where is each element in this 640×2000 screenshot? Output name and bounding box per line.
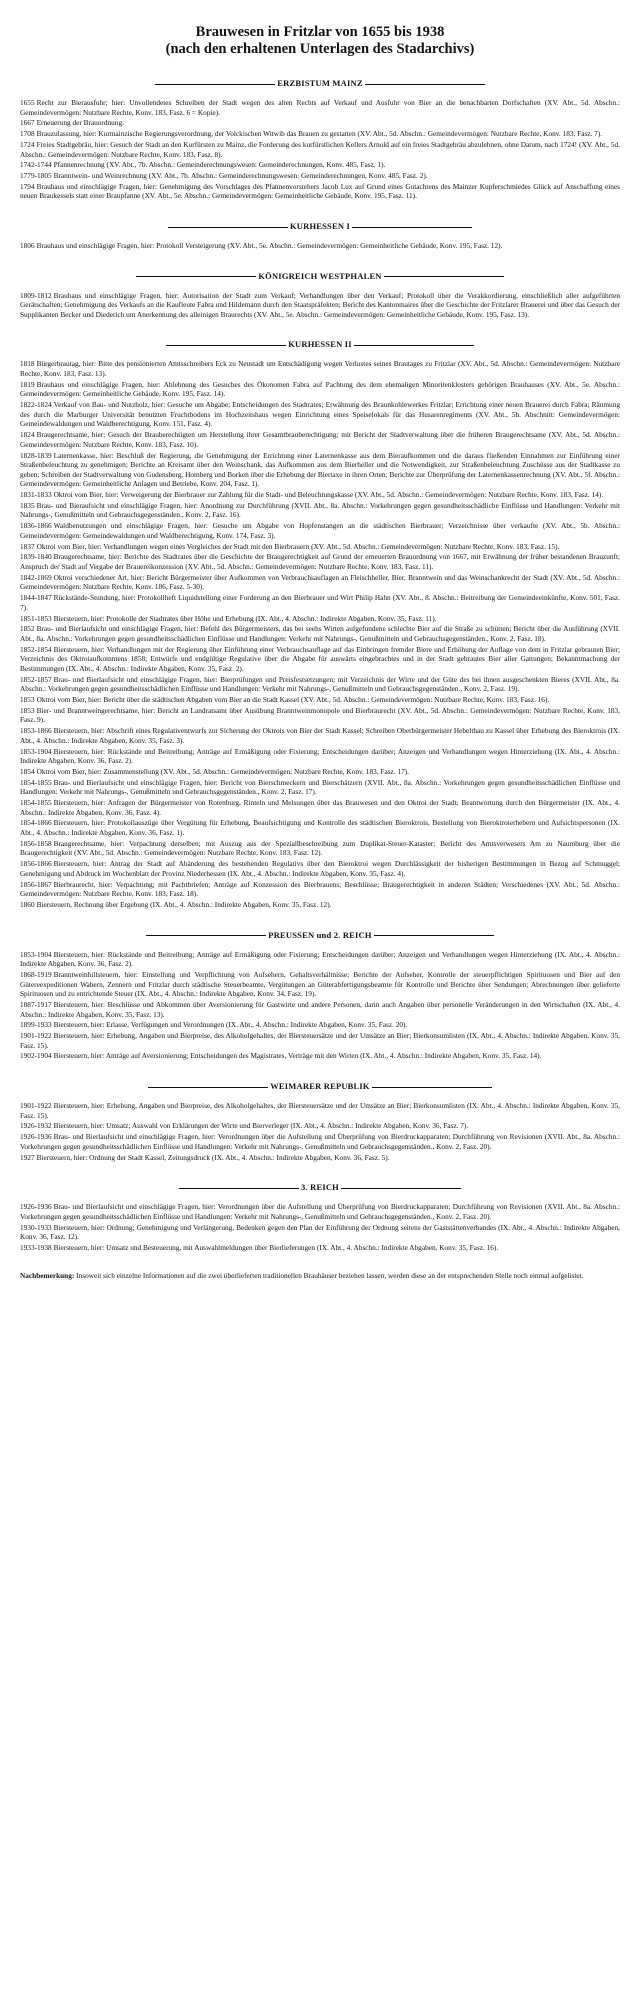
archive-entry <box>20 778 620 797</box>
entry-year: 1901-1922 <box>20 1031 52 1041</box>
entry-text: Biersteuern, hier: Rückstände und Beitreibung; Anträge auf Ermäßigung oder Fixierung; Entscheidungen darüber; Anzeigen und Verhandlungen wegen Hinterziehung (IX. Abt., 4. Abschn.: Indirekte Abgaben, Konv. 36, Fasz. 2). <box>20 949 620 969</box>
entry-text: Brauhaus und einschlägige Fragen, hier: Autorisation der Stadt zum Verkauf; Verhandlungen über den Verkauf; Protokoll über die Verakkordierung, einschließlich aller aufgeführten Gerätschaften; Genehmigung des Verkaufs an die Kaufleute Fabra und Hildemann durch den Staatspräfekten; Bericht des Kantonmaires über die Geschichte der Fritzlarer Brauerei und über das Gesuch der Supplikanten Becker und Diederich um Anerkennung des alleinigen Braurechts (XV. Abt., 5e. Abschn.: Gemeindevermögen: Gemeinheitliche Gebäude, Konv. 195, Fasz. 13). <box>20 290 620 319</box>
separator-line <box>155 84 275 85</box>
entry-year: 1818 <box>20 359 35 369</box>
separator-line <box>136 276 256 277</box>
section-header <box>20 78 620 88</box>
entry-text: Brau- und Bierlaufsicht und einschlägige Fragen, hier: Befehl des Bürgermeisters, das bei seehs Wirten aufgefundene schlechte Bier auf die Straße zu schütten; Bericht über die Ausführung (XVII. Abt., 8a. Abschn.: Vorkehrungen gegen gesundheitsschädlichen Einflüsse und Handlungen: Verkehr mit Nahrungs-, Genußmitteln und Gebrauchsgegenständen., Konv. 2, Fasz. 18). <box>20 624 620 643</box>
archive-entry <box>20 1132 620 1151</box>
archive-entry <box>20 614 620 624</box>
footnote-text: Insoweit sich einzelne Informationen auf die zwei überlieferten traditionellen Brauhäuser beziehen lassen, werden diese an der entsprechenden Stelle noch einmal aufgelistet. <box>76 1270 584 1280</box>
entry-text: Oktroi vom Bier, hier: Verhandlungen wegen eines Vergleiches der Stadt mit den Bierbrauern (XV. Abt., 5d. Abschn.: Gemeindevermögen: Nutzbare Rechte, Konv. 183, Fasz. 15). <box>36 541 560 551</box>
archive-entry <box>20 593 620 612</box>
entry-year: 1853-1904 <box>20 949 52 959</box>
entry-text: Brauhaus und einschlägige Fragen, hier: Protokoll Versteigerung (XV. Abt., 5e. Abschn.: Gemeindevermögen: Gemeinheitliche Gebäude, Konv. 195, Fasz. 12). <box>36 241 503 251</box>
section-header <box>20 1182 620 1192</box>
entry-text: Bier- und Branntweingerechtsame, hier: Bericht an Landratsamt über Ausübung Branntweinmonopole und Bierbraurecht (XV. Abt., 5d. Abschn.: Gemeindevermögen: Nutzbare Rechte, Konv. 183, Fasz. 9). <box>20 705 620 725</box>
entry-year: 1844-1847 <box>20 593 52 603</box>
entry-text: Bürgerbrautag, hier: Bitte des pensionierten Amtsschreibers Eck zu Neustadt um Entschädigung wegen Verlustes seines Brautages zu Fritzlar (XV. Abt., 5d. Abschn.: Gemeindevermögen: Nutzbare Rechte, Konv. 183, Fasz. 13). <box>20 359 620 379</box>
section-header <box>20 1081 620 1091</box>
entry-text: Brauhaus und einschlägige Fragen, hier: Ablehnung des Gesuches des Ökonomen Fabra auf Pachtung des dem ehemaligen Minoritenklosters gehörigen Brauhauses (XV. Abt., 5e. Abschn.: Gemeindevermögen: Gemeinheitliche Gebäude, Konv. 195, Fasz. 14). <box>20 379 620 399</box>
entry-text: Oktroi vom Bier, hier: Zusammenstellung (XV. Abt., 5d. Abschn.: Gemeindevermögen: Nutzbare Rechte, Konv. 183, Fasz. 17). <box>36 766 409 776</box>
separator-line <box>166 345 286 346</box>
document-page <box>20 0 620 1280</box>
entry-year: 1742-1744 <box>20 160 52 170</box>
entry-year: 1930-1933 <box>20 1222 52 1232</box>
entry-year: 1852-1857 <box>20 674 52 684</box>
archive-entry <box>20 675 620 694</box>
entry-text: Biersteuern, hier: Umsatz; Auswahl von Erklärungen der Wirte und Bierverleger (IX. Abt., 4. Abschn.: Indirekte Abgaben, Konv. 36, Fasz. 7). <box>53 1121 469 1131</box>
separator-line <box>148 1087 268 1088</box>
entry-year: 1828-1839 <box>20 450 52 460</box>
archive-entry <box>20 859 620 878</box>
entry-year: 1806 <box>20 241 35 251</box>
entry-text: Biersteuern, hier: Antrag der Stadt auf Abänderung des bestehenden Regulativs über den Bieroktroi wegen Durchlässigkeit der bisherigen Bestimmungen in Bezug auf Schmuggel; Genehmigung und Abdruck im Wochenblatt der Provinz Niederhessen (IX. Abt., 4. Abschn.: Indirekte Abgaben, Konv. 35, Fasz. 4). <box>20 859 620 878</box>
entry-year: 1779-1805 <box>20 171 52 181</box>
entry-year: 1933-1938 <box>20 1242 52 1252</box>
entry-year: 1927 <box>20 1152 35 1162</box>
entry-text: Brau- und Bierlaufsicht und einschlägige Fragen, hier: Bericht von Bierschmeckern und Bierschätzern (XVII. Abt., 8a. Abschn.: Vorkehrungen gegen gesundheitsschädlichen Einflüsse und Handlungen: Verkehr mit Nahrungs-, Genußmitteln und Gebrauchsgegenständen., Konv. 2, Fasz. 17). <box>20 777 620 797</box>
footnote <box>20 1271 620 1281</box>
archive-entry <box>20 380 620 399</box>
entry-text: Biersteuern, hier: Erhebung, Angaben und Bierpreise, des Alkoholgehaltes, der Biersteuersätze und der Umsätze an Bier; Bierkonsumlisten (IX. Abt., 4. Abschn.: Indirekte Abgaben, Konv. 35, Fasz. 15). <box>20 1031 620 1050</box>
entry-text: Freies Stadtgebräu, hier: Gesuch der Stadt an den Kurfürsten zu Mainz, die Forderung des kurfürstlichen Kellers Arnold auf ein freies Stadtgebräu abzulehnen, ohne Datum, nach 1724! (XV. Abt., 5d. Abschn.: Gemeindevermögen: Nutzbare Rechte, Konv. 183, Fasz. 8). <box>20 139 620 159</box>
entry-year: 1708 <box>20 129 35 139</box>
entry-text: Biersteuern, Rechnung über Ergebung (IX. Abt., 4. Abschn.: Indirekte Abgaben, Konv. 35, Fasz. 12). <box>36 899 332 909</box>
entry-text: Brauzulassung, hier: Kurmainzische Regierungsverordnung, der Volckischen Witwib das Brauen zu gestatten (XV. Abt., 5d. Abschn.: Gemeindevermögen: Nutzbare Rechte, Konv. 183, Fasz. 7). <box>36 129 603 139</box>
entry-year: 1856-1866 <box>20 859 52 869</box>
archive-entry <box>20 291 620 320</box>
archive-entry <box>20 706 620 725</box>
archive-entry <box>20 726 620 745</box>
entry-text: Brau- und Bierlaufsicht und einschlägige Fragen, hier: Bierprüfungen und Preisfestsetzungen; mit Verzeichnis der Wirte und der Güte des bei ihnen ausgeschenkten Bieres (XVII. Abt., 8a. Abschn.: Vorkehrungen gegen gesundheitsschädlichen Einflüsse und Handlungen: Verkehr mit Nahrungs-, Genußmitteln und Gebrauchsgegenständen., Konv. 2, Fasz. 19). <box>20 674 620 694</box>
entry-text: Biersteuern, hier: Ordnung; Genehmigung und Verlängerung, Bedenken gegen den Plan der Einführung der Ordnung seitens der Gaststättenverbandes (IX. Abt., 4. Abschn.: Indirekte Abgaben, Konv. 36, Fasz. 12). <box>20 1222 620 1242</box>
archive-entry <box>20 573 620 592</box>
archive-entry <box>20 118 620 128</box>
section-title: WEIMARER REPUBLIK <box>270 1081 370 1092</box>
entry-year: 1842-1869 <box>20 572 52 582</box>
separator-line <box>352 227 472 228</box>
archive-entry <box>20 430 620 449</box>
entry-year: 1822-1824 <box>20 400 52 410</box>
archive-entry <box>20 970 620 999</box>
entry-text: Biersteuern, hier: Anfragen der Bürgermeister von Rotenburg, Rinteln und Melsungen über das Brauwesen und den Oktroi der Stadt; Beantwortung durch den Bürgermeister (IX. Abt., 4. Abschn.: Indirekte Abgaben, Konv. 36, Fasz. 4). <box>20 798 620 817</box>
entry-text: Erneuerung der Brauordnung. <box>36 118 124 128</box>
entry-year: 1899-1933 <box>20 1020 52 1030</box>
entry-text: Biersteuern, hier: Erhebung, Angaben und Bierpreise, des Alkoholgehaltes, der Biersteuersätze und der Umsätze an Bier; Bierkonsumlisten (IX. Abt., 4. Abschn.: Indirekte Abgaben, Konv. 35, Fasz. 15). <box>20 1101 620 1120</box>
section-title: PREUSSEN und 2. REICH <box>268 929 372 940</box>
archive-entry <box>20 451 620 489</box>
archive-entry <box>20 359 620 378</box>
entry-text: Biersteuern, hier: Anträge auf Aversionierung; Entscheidungen des Magistrates, Verträge mit den Wirten (IX. Abt., 4. Abschn.: Indirekte Abgaben, Konv. 35, Fasz. 14). <box>53 1051 542 1061</box>
entry-year: 1852-1854 <box>20 644 52 654</box>
entry-text: Biersteuern, hier: Verhandlungen mit der Regierung über Einführung einer Verbrauchsauflage auf das Einbringen fremder Biere und Erhöhung der Auflage von dem in Fritzlar gebrauten Bier; Verzeichnis des Oktroiaufkommens 1858; Entwürfe und endgültige Regulative über die Abgabe für auswärts eingebrachtes und in der Stadt gebrautes Bier aller Gattungen; Bekanntmachung der Bestimmungen (IX. Abt., 4. Abschn.: Indirekte Abgaben, Konv. 35, Fasz. 2). <box>20 644 620 673</box>
entry-year: 1853-1904 <box>20 746 52 756</box>
archive-entry <box>20 521 620 540</box>
title-line-2: (nach den erhaltenen Unterlagen des Stadarchivs) <box>165 41 475 57</box>
entry-year: 1854 <box>20 766 35 776</box>
archive-entry <box>20 1121 620 1131</box>
entry-text: Biersteuern, hier: Rückstände und Beitreibung; Anträge auf Ermäßigung oder Fixierung; Entscheidungen darüber; Anzeigen und Verhandlungen wegen Hinterziehung (IX. Abt., 4. Abschn.: Indirekte Abgaben, Konv. 36, Fasz. 2). <box>20 746 620 766</box>
entry-text: Biersteuern, hier: Protokollauszüge über Vergütung für Erhebung, Beaufsichtigung und Kontrolle des städtischen Bieroktrois, Bestellung von Bieroktroierhebern und Aufsichtspersonen (IX. Abt., 4. Abschn.: Indirekte Abgaben, Konv. 36, Fasz. 1). <box>20 818 620 838</box>
entry-text: Waldbenutzungen und einschlägige Fragen, hier: Gesuche um Abgabe von Hopfenstangen an die städtischen Bierbrauer; Verzeichnisse über verkaufte (XV. Abt., 5b. Abschn.: Gemeindevermögen: Gemeindewaldungen und Waldberechtigung, Konv. 174, Fasz. 3). <box>20 521 620 540</box>
entry-year: 1887-1917 <box>20 999 52 1009</box>
archive-entry <box>20 900 620 910</box>
entry-text: Laternenkasse, hier: Beschluß der Regierung, die Genehmigung der Errichtung einer Laternenkasse aus dem Bieraufkommen und die daraus fließenden Einnahmen zur Einführung einer Straßenbeleuchtung zu genehmigen; Berichte an Kreisamt über den Weinschank, das Aufkommen aus dem Bierheller und die Notwendigkeit, zur Straßenbeleuchtung Zuschüsse aus der Stadtkasse zu geben; Schreiben der Stadtverwaltung von Gudensberg, Homberg und Borken über die Erhebung der Biertaxe in ihren Orten; Berichte zur Überprüfung der Laternenkassenrechnung (XV. Abt., 5f. Abschn.: Gemeindevermögen: Gemeinheitliche Anlagen und Betriebe, Konv. 204, Fasz. 1). <box>20 450 620 489</box>
entry-year: 1836-1866 <box>20 521 52 531</box>
archive-entry <box>20 1101 620 1120</box>
separator-line <box>146 935 266 936</box>
entry-text: Brauhaus und einschlägige Fragen, hier: Genehmigung des Vorschlages des Pfannenvorstehers Jacob Lux auf Grund eines Gutachtens des Mainzer Kupferschmiedes Glück auf Anschaffung eines neuen Braukessels statt einer Braupfanne (XV. Abt., 5e. Abschn.: Gemeindevermögen: Gemeinheitliche Gebäude, Konv. 195, Fasz. 11). <box>20 181 620 201</box>
archive-entry <box>20 140 620 159</box>
entry-text: Biersteuern, hier: Abschrift eines Regulativentwurfs zur Sicherung der Oktrois von Bier der Stadt Kassel; Schreiben Oberbürgermeister Hebelthau zu Kassel über Erhebung des Bieroktrois (IX. Abt., 4. Abschn.: Indirekte Abgaben, Konv. 35, Fasz. 3). <box>20 726 620 745</box>
entry-year: 1856-1867 <box>20 879 52 889</box>
entry-year: 1655 <box>20 98 35 107</box>
entry-text: Brau- und Bierlaufsicht und einschlägige Fragen, hier: Verordnungen über die Aufstellung und Überprüfung von Bierdruckapparaten; Durchführung von Revisionen (XVII. Abt., 8a. Abschn.: Vorkehrungen gegen gesundheitsschädlichen Einflüsse und Handlungen: Verkehr mit Nahrungs-, Genußmitteln und Gebrauchsgegenständen., Konv. 2, Fasz. 20). <box>20 1132 620 1151</box>
separator-line <box>374 935 494 936</box>
archive-entry <box>20 182 620 201</box>
archive-entry <box>20 695 620 705</box>
archive-entry <box>20 129 620 139</box>
entry-text: Biersteuern, hier: Protokolle der Stadtrates über Höhe und Erhebung (IX. Abt., 4. Abschn.: Indirekte Abgaben, Konv. 35, Fasz. 11). <box>53 613 437 623</box>
document-title <box>20 24 620 58</box>
footnote-label: Nachbemerkung: <box>20 1270 75 1280</box>
entry-year: 1824 <box>20 430 35 440</box>
entry-text: Recht zur Bierausfuhr; hier: Unvollendetes Schreiben der Stadt wegen des alten Rechts auf Verkauf und Ausfuhr von Bier an die benachbarten Dorfschaften (XV. Abt., 5d. Abschn.: Gemeindevermögen: Nutzbare Rechte, Konv. 183, Fasz. 6 = Kopie). <box>20 98 620 117</box>
entry-year: 1667 <box>20 118 35 128</box>
entry-text: Oktroi vom Bier, hier: Verweigerung der Bierbrauer zur Zahlung für die Stadt- und Beleuchtungskasse (XV. Abt., 5d. Abschn.: Gemeindevermögen: Nutzbare Rechte, Konv. 183, Fasz. 14). <box>53 490 604 500</box>
archive-entry <box>20 98 620 117</box>
archive-entry <box>20 400 620 429</box>
separator-line <box>168 227 288 228</box>
entry-year: 1853 <box>20 705 35 715</box>
archive-entry <box>20 552 620 571</box>
archive-entry <box>20 950 620 969</box>
entry-text: Biersteuern, hier: Ordnung der Stadt Kassel, Zeitungsdruck (IX. Abt., 4. Abschn.: Indirekte Abgaben, Konv. 36, Fasz. 5). <box>36 1152 390 1162</box>
separator-line <box>365 84 485 85</box>
entry-text: Braugerechtsame, hier: Verpachtung derselben; mit Auszug aus der Speziallbeschreibung zum Duplikat-Steuer-Kataster; Bericht des Amtsverwesers Am zu Naumburg über die Braugerechtigkeit (XV. Abt., 5d. Abschn.: Gemeindevermögen: Nutzbare Rechte, Konv. 183, Fasz. 12). <box>20 838 620 858</box>
entry-year: 1835 <box>20 500 35 510</box>
entry-year: 1819 <box>20 379 35 389</box>
section-header <box>20 221 620 231</box>
section-title: KÖNIGREICH WESTPHALEN <box>258 270 382 281</box>
entry-year: 1926-1936 <box>20 1132 52 1142</box>
section-title: KURHESSEN II <box>288 339 352 350</box>
entry-text: Branntweinhillsteuern, hier: Einstellung und Verpflichtung von Aufsehern, Gehaltsverhältnisse; Berichte der Aufseher, Kontrolle der steuerpflichtigen Spirituosen und Bier auf den Gütereexpeditionen Wabern, Zennern und Fritzlar durch städtische Steuerbeamte, Vergütungen an Güterabfertigungsbeamte für Kontrolle und Berichte über Sendungen; Abrechnungen über gelieferte Spirituosen und zu entrichtende Steuer (IX. Abt., 4. Abschn.: Indirekte Abgaben, Konv. 34, Fasz. 19). <box>20 969 620 999</box>
archive-entry <box>20 490 620 500</box>
archive-entry <box>20 160 620 170</box>
entry-year: 1926-1932 <box>20 1121 52 1131</box>
archive-entry <box>20 880 620 899</box>
separator-line <box>341 1188 461 1189</box>
archive-entry <box>20 1051 620 1061</box>
entry-text: Braugerechtsame, hier: Berichte des Stadtrates über die Geschichte der Braugerechtigkeit auf Grund der erneuerten Brauordnung von 1667, mit Erwähnung der früher bestandenen Brauzunft; Anspruch der Stadt auf Vergabe der Brauereikonzession (XV. Abt., 5d. Abschn.: Gemeindevermögen: Nutzbare Rechte, Konv. 183, Fasz. 11). <box>20 552 620 571</box>
entry-year: 1839-1840 <box>20 552 52 562</box>
separator-line <box>179 1188 299 1189</box>
entry-year: 1860 <box>20 899 35 909</box>
archive-entry <box>20 1031 620 1050</box>
entry-year: 1724 <box>20 139 35 149</box>
entry-text: Rückstände-Stundung, hier: Protokollheft Liquidstellung einer Forderung an den Bierbrauer und Wirt Philip Hahn (XV. Abt., 8. Abschn.: Beitreibung der Gemeindeeinkünfte, Konv. 501, Fasz. 7). <box>20 593 620 612</box>
archive-entry <box>20 767 620 777</box>
entry-year: 1794 <box>20 181 35 191</box>
archive-entry <box>20 839 620 858</box>
entry-year: 1854-1866 <box>20 818 52 828</box>
section-header <box>20 271 620 281</box>
entry-year: 1837 <box>20 541 35 551</box>
separator-line <box>354 345 474 346</box>
entry-text: Oktroi vom Bier, hier: Bericht über die städtischen Abgaben vom Bier an die Stadt Kassel (XV. Abt., 5d. Abschn.: Gemeindevermögen: Nutzbare Rechte, Konv. 183, Fasz. 16). <box>36 695 550 705</box>
entry-year: 1853 <box>20 695 35 705</box>
entry-text: Branntwein- und Weinrechnung (XV. Abt., 7b. Abschn.: Gemeinderechnungswesen: Gemeinderechnungen, Konv. 485, Fasz. 2). <box>53 171 428 181</box>
title-line-1: Brauwesen in Fritzlar von 1655 bis 1938 <box>195 24 445 40</box>
entry-text: Bierbraurecht, hier: Verpachtung; mit Pachtbriefen; Anträge auf Konzession des Bierbrauens; Beschlüsse; Braugerechtigkeit in anderen Städten; Verschiedenes (XV. Abt., 5d. Abschn.: Gemeindevermögen: Nutzbare Rechte, Konv. 183, Fasz. 18). <box>20 879 620 899</box>
entry-year: 1856-1858 <box>20 838 52 848</box>
section-title: 3. REICH <box>301 1182 339 1193</box>
entry-text: Biersteuern, hier: Beschlüsse und Abkommen über Aversionierung für Gastwirte und andere Personen, darin auch Angaben über personelle Veränderungen in den Wirtschaften (IX. Abt., 4. Abschn.: Indirekte Abgaben, Konv. 35, Fasz. 13). <box>20 999 620 1019</box>
archive-entry <box>20 1243 620 1253</box>
sections-container <box>20 78 620 1253</box>
entry-year: 1868-1919 <box>20 969 52 979</box>
archive-entry <box>20 1223 620 1242</box>
entry-text: Pfannenrechnung (XV. Abt., 7b. Abschn.: Gemeinderechnungswesen: Gemeinderechnungen, Konv. 485, Fasz. 1). <box>53 160 386 170</box>
entry-text: Biersteuern, hier: Erlasse, Verfügungen und Verordnungen (IX. Abt., 4. Abschn.: Indirekte Abgaben, Konv. 35, Fasz. 20). <box>53 1020 408 1030</box>
archive-entry <box>20 241 620 251</box>
archive-entry <box>20 1000 620 1019</box>
section-title: KURHESSEN I <box>289 221 351 232</box>
archive-entry <box>20 818 620 837</box>
entry-year: 1853-1866 <box>20 726 52 736</box>
entry-year: 1854-1855 <box>20 798 52 808</box>
entry-text: Braugerechtsame, hier: Gesuch der Brauberechtigten um Herstellung ihrer Gesamtbrauberechtigung; mit Bericht der Stadtverwaltung über die früheren Braugerechtsame (XV. Abt., 5d. Abschn.: Gemeindevermögen: Nutzbare Rechte, Konv. 183, Fasz. 10). <box>20 430 620 449</box>
entry-text: Oktroi verschiedener Art, hier: Bericht Bürgermeister über Aufkommen von Verbrauchsauflagen an Fleischheller, Bier, Branntwein und das Weinschankrecht der Stadt (XV. Abt., 5d. Abschn.: Gemeindevermögen: Nutzbare Rechte, Konv. 186, Fasz. 5-30). <box>20 572 620 592</box>
entry-year: 1901-1922 <box>20 1101 52 1111</box>
archive-entry <box>20 542 620 552</box>
archive-entry <box>20 645 620 674</box>
archive-entry <box>20 747 620 766</box>
entry-text: Brau- und Bieraufsicht und einschlägige Fragen, hier: Anordnung zur Durchführung (XVII. Abt., 8a. Abschn.: Vorkehrungen gegen gesundheitsschädliche Einflüsse und Handlungen: Verkehr mit Nahrungs-, Genußmitteln und Gebrauchsgegenständen., Konv. 2, Fasz. 16). <box>20 500 620 520</box>
archive-entry <box>20 798 620 817</box>
archive-entry <box>20 1202 620 1221</box>
entry-year: 1809-1812 <box>20 290 52 300</box>
archive-entry <box>20 171 620 181</box>
entry-text: Verkauf von Bau- und Nutzholz, hier: Gesuche um Abgabe; Entscheidungen des Stadtrates; Erwähnung des Braunkohlewerkes Fritzlar; Errichtung einer neuen Brauerei durch Fabra; Räumung des durch die Marburger Universität benutzten Fruchtbodens im Hochzeitshaus wegen Einrichtung eines Speiselokals für das Husarenregiments (XV. Abt., 5b. Abschnitt: Gemeindevermögen: Gemeindewaldungen und Waldberechtigung, Konv. 151, Fasz. 4). <box>20 400 620 429</box>
separator-line <box>384 276 504 277</box>
archive-entry <box>20 1020 620 1030</box>
entry-text: Brau- und Bierlaufsicht und einschlägige Fragen, hier: Verordnungen über die Aufstellung und Überprüfung von Bierdruckapparaten; Durchführung von Revisionen (XVII. Abt., 8a. Abschn.: Vorkehrungen gegen gesundheitsschädlichen Einflüsse und Handlungen: Verkehr mit Nahrungs-, Genußmitteln und Gebrauchsgegenständen., Konv. 2, Fasz. 20). <box>20 1202 620 1221</box>
entry-year: 1902-1904 <box>20 1051 52 1061</box>
entry-year: 1852 <box>20 624 35 634</box>
archive-entry <box>20 624 620 643</box>
archive-entry <box>20 501 620 520</box>
archive-entry <box>20 1153 620 1163</box>
section-header <box>20 339 620 349</box>
entry-text: Biersteuern, hier: Umsatz und Besteuerung, mit Auswahlmeldungen über Bierlieferungen (IX. Abt., 4. Abschn.: Indirekte Abgaben, Konv. 35, Fasz. 16). <box>53 1242 499 1252</box>
entry-year: 1926-1936 <box>20 1202 52 1212</box>
entry-year: 1854-1855 <box>20 777 52 787</box>
entry-year: 1831-1833 <box>20 490 52 500</box>
section-title: ERZBISTUM MAINZ <box>277 78 363 88</box>
section-header <box>20 930 620 940</box>
separator-line <box>372 1087 492 1088</box>
entry-year: 1851-1853 <box>20 613 52 623</box>
